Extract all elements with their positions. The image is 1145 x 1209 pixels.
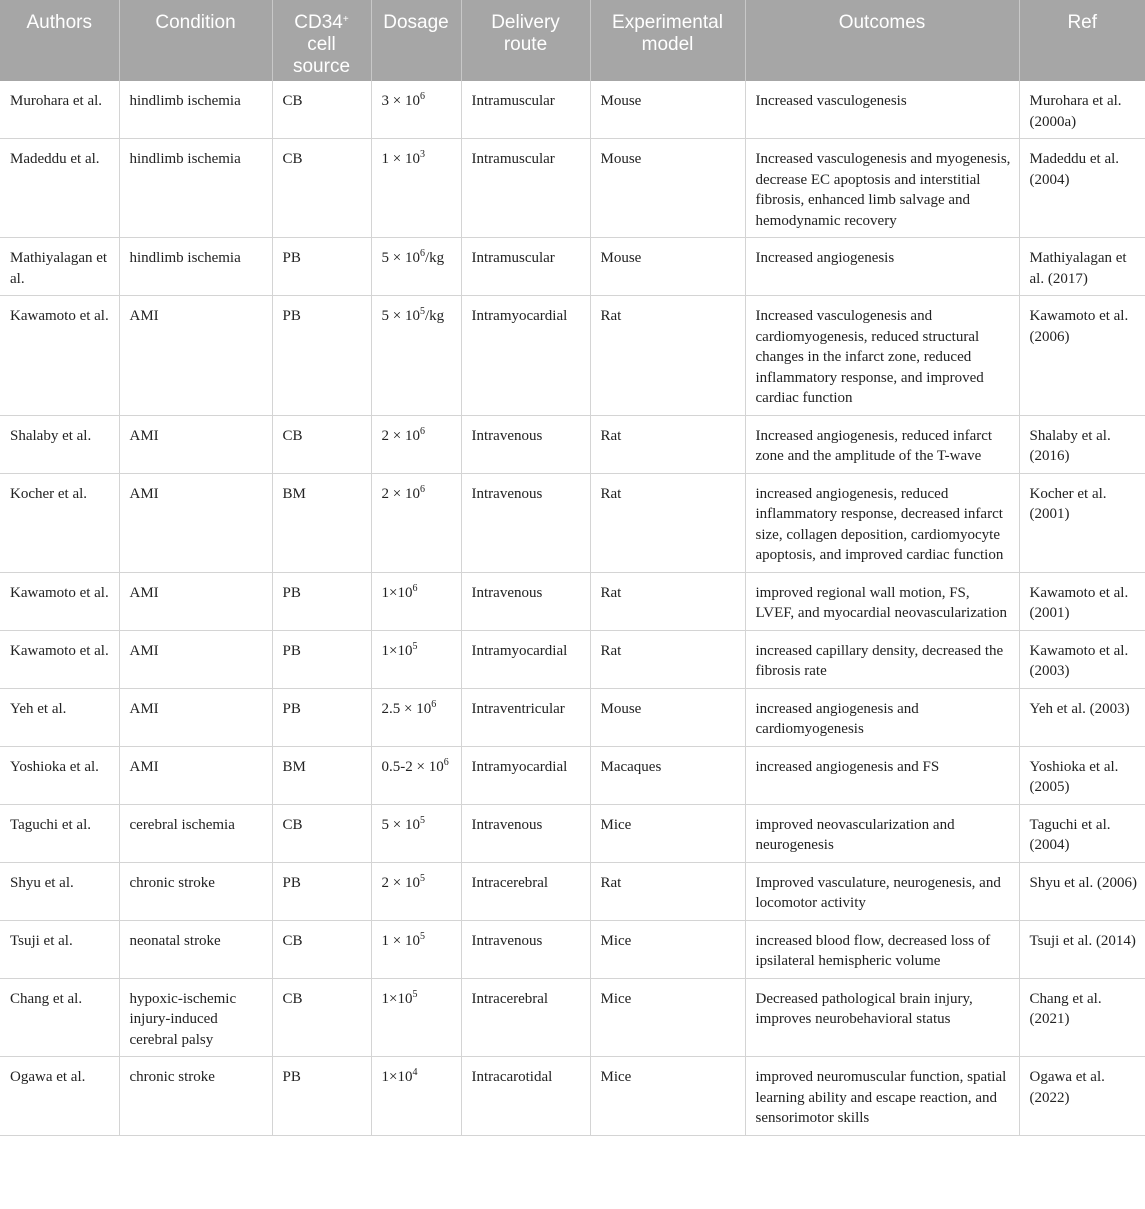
cell-authors: Shyu et al. bbox=[0, 862, 119, 920]
cell-dosage bbox=[371, 862, 461, 920]
cell-dosage bbox=[371, 415, 461, 473]
header-cell-source bbox=[272, 0, 371, 81]
cell-outcomes: Increased vasculogenesis bbox=[745, 81, 1019, 139]
cell-model: Rat bbox=[590, 415, 745, 473]
cell-route: Intramyocardial bbox=[461, 630, 590, 688]
cell-source: PB bbox=[272, 862, 371, 920]
table-header bbox=[0, 0, 1145, 81]
cell-condition: hindlimb ischemia bbox=[119, 238, 272, 296]
table-row bbox=[0, 473, 1145, 572]
cell-dosage bbox=[371, 473, 461, 572]
dosage-exponent: 6 bbox=[419, 91, 425, 102]
dosage-exponent: 6 bbox=[419, 425, 425, 437]
cell-model: Mice bbox=[590, 978, 745, 1057]
cell-route: Intravenous bbox=[461, 415, 590, 473]
cell-model: Mouse bbox=[590, 688, 745, 746]
table-row bbox=[0, 920, 1145, 978]
cell-model: Rat bbox=[590, 473, 745, 572]
dosage-exponent: 5 bbox=[419, 306, 425, 317]
dosage-base: 1×10 bbox=[381, 1069, 413, 1085]
dosage-base: 5 × 10 bbox=[381, 816, 420, 833]
header-condition: Condition bbox=[119, 0, 272, 81]
cell-ref: Yoshioka et al. (2005) bbox=[1019, 746, 1145, 804]
cell-condition: cerebral ischemia bbox=[119, 804, 272, 862]
dosage-exponent: 4 bbox=[412, 1067, 418, 1078]
cell-model: Mouse bbox=[590, 139, 745, 238]
cell-source: CB bbox=[272, 81, 371, 139]
cell-model: Rat bbox=[590, 630, 745, 688]
cell-route: Intravenous bbox=[461, 920, 590, 978]
cell-authors: Kawamoto et al. bbox=[0, 296, 119, 416]
dosage-exponent: 6 bbox=[412, 582, 418, 594]
cell-source: CB bbox=[272, 920, 371, 978]
dosage-exponent: 3 bbox=[419, 149, 425, 160]
cell-dosage bbox=[371, 630, 461, 688]
cell-route: Intravenous bbox=[461, 473, 590, 572]
dosage-exponent: 5 bbox=[419, 814, 425, 826]
cell-model: Rat bbox=[590, 572, 745, 630]
dosage-base: 2.5 × 10 bbox=[381, 700, 432, 717]
cell-outcomes: Increased vasculogenesis and myogenesis, decrease EC apoptosis and interstitial fibrosis, enhanced limb salvage and hemodynamic recovery bbox=[745, 139, 1019, 238]
dosage-base: 1 × 10 bbox=[381, 151, 420, 167]
cell-ref: Ogawa et al. (2022) bbox=[1019, 1057, 1145, 1136]
cell-ref: Kawamoto et al. (2006) bbox=[1019, 296, 1145, 416]
table-row bbox=[0, 746, 1145, 804]
cell-source: CB bbox=[272, 139, 371, 238]
cell-route: Intravenous bbox=[461, 804, 590, 862]
cell-outcomes: Improved vasculature, neurogenesis, and locomotor activity bbox=[745, 862, 1019, 920]
cell-ref: Kawamoto et al. (2003) bbox=[1019, 630, 1145, 688]
cell-outcomes: increased angiogenesis, reduced inflammatory response, decreased infarct size, collagen deposition, cardiomyocyte apoptosis, and improved cardiac function bbox=[745, 473, 1019, 572]
cell-source: PB bbox=[272, 630, 371, 688]
dosage-base: 2 × 10 bbox=[381, 874, 420, 891]
cell-ref: Kawamoto et al. (2001) bbox=[1019, 572, 1145, 630]
cell-authors: Taguchi et al. bbox=[0, 804, 119, 862]
cell-outcomes: increased angiogenesis and FS bbox=[745, 746, 1019, 804]
cell-authors: Yoshioka et al. bbox=[0, 746, 119, 804]
cell-route: Intramyocardial bbox=[461, 746, 590, 804]
cell-condition: neonatal stroke bbox=[119, 920, 272, 978]
cell-condition: chronic stroke bbox=[119, 862, 272, 920]
cell-condition: AMI bbox=[119, 746, 272, 804]
cell-ref: Mathiyalagan et al. (2017) bbox=[1019, 238, 1145, 296]
table-row bbox=[0, 238, 1145, 296]
cell-ref: Chang et al. (2021) bbox=[1019, 978, 1145, 1057]
cell-source: BM bbox=[272, 746, 371, 804]
dosage-base: 3 × 10 bbox=[381, 93, 420, 109]
cell-dosage bbox=[371, 139, 461, 238]
header-authors: Authors bbox=[0, 0, 119, 81]
cell-source: CB bbox=[272, 804, 371, 862]
cell-model: Rat bbox=[590, 296, 745, 416]
table-body bbox=[0, 81, 1145, 1135]
cell-model: Mouse bbox=[590, 81, 745, 139]
cell-condition: hindlimb ischemia bbox=[119, 139, 272, 238]
cell-source: CB bbox=[272, 415, 371, 473]
cell-ref: Taguchi et al. (2004) bbox=[1019, 804, 1145, 862]
dosage-suffix: /kg bbox=[424, 308, 445, 324]
cell-dosage bbox=[371, 1057, 461, 1136]
table-row bbox=[0, 804, 1145, 862]
cell-source: PB bbox=[272, 296, 371, 416]
dosage-base: 1×10 bbox=[381, 990, 413, 1007]
dosage-exponent: 5 bbox=[419, 930, 425, 942]
dosage-base: 5 × 10 bbox=[381, 308, 420, 324]
cell-condition: AMI bbox=[119, 473, 272, 572]
cell-source: PB bbox=[272, 1057, 371, 1136]
dosage-base: 0.5-2 × 10 bbox=[381, 758, 444, 775]
cell-outcomes: Increased angiogenesis, reduced infarct zone and the amplitude of the T-wave bbox=[745, 415, 1019, 473]
dosage-exponent: 6 bbox=[419, 483, 425, 495]
dosage-base: 2 × 10 bbox=[381, 427, 420, 444]
dosage-exponent: 6 bbox=[431, 698, 437, 710]
cell-model: Mouse bbox=[590, 238, 745, 296]
cell-condition: AMI bbox=[119, 630, 272, 688]
cell-dosage bbox=[371, 978, 461, 1057]
cell-dosage bbox=[371, 804, 461, 862]
cell-ref: Yeh et al. (2003) bbox=[1019, 688, 1145, 746]
cell-route: Intramyocardial bbox=[461, 296, 590, 416]
cell-ref: Murohara et al. (2000a) bbox=[1019, 81, 1145, 139]
cell-outcomes: Increased vasculogenesis and cardiomyogenesis, reduced structural changes in the infarct zone, reduced inflammatory response, and improved cardiac function bbox=[745, 296, 1019, 416]
cell-dosage bbox=[371, 572, 461, 630]
cell-dosage bbox=[371, 296, 461, 416]
table-row bbox=[0, 296, 1145, 416]
cell-ref: Madeddu et al. (2004) bbox=[1019, 139, 1145, 238]
cell-route: Intramuscular bbox=[461, 139, 590, 238]
cell-authors: Kawamoto et al. bbox=[0, 572, 119, 630]
cell-source: PB bbox=[272, 688, 371, 746]
header-cell-source-sup: + bbox=[342, 14, 349, 25]
cell-route: Intraventricular bbox=[461, 688, 590, 746]
cell-dosage bbox=[371, 81, 461, 139]
cell-authors: Tsuji et al. bbox=[0, 920, 119, 978]
cell-outcomes: improved neovascularization and neurogenesis bbox=[745, 804, 1019, 862]
cell-dosage bbox=[371, 920, 461, 978]
cell-outcomes: improved neuromuscular function, spatial learning ability and escape reaction, and sensorimotor skills bbox=[745, 1057, 1019, 1136]
cell-ref: Tsuji et al. (2014) bbox=[1019, 920, 1145, 978]
cell-route: Intramuscular bbox=[461, 81, 590, 139]
cell-source: BM bbox=[272, 473, 371, 572]
header-dosage: Dosage bbox=[371, 0, 461, 81]
cell-outcomes: Increased angiogenesis bbox=[745, 238, 1019, 296]
table-row bbox=[0, 862, 1145, 920]
cell-route: Intracerebral bbox=[461, 978, 590, 1057]
header-cell-source-rest: cell source bbox=[292, 34, 351, 77]
cell-authors: Mathiyalagan et al. bbox=[0, 238, 119, 296]
dosage-base: 1 × 10 bbox=[381, 932, 420, 949]
cell-dosage bbox=[371, 238, 461, 296]
dosage-suffix: /kg bbox=[424, 250, 445, 266]
cell-model: Mice bbox=[590, 804, 745, 862]
table-row bbox=[0, 688, 1145, 746]
cell-outcomes: improved regional wall motion, FS, LVEF, and myocardial neovascularization bbox=[745, 572, 1019, 630]
cell-source: CB bbox=[272, 978, 371, 1057]
cell-condition: chronic stroke bbox=[119, 1057, 272, 1136]
table-row bbox=[0, 572, 1145, 630]
cell-model: Rat bbox=[590, 862, 745, 920]
cell-route: Intracarotidal bbox=[461, 1057, 590, 1136]
cell-authors: Madeddu et al. bbox=[0, 139, 119, 238]
cell-condition: AMI bbox=[119, 415, 272, 473]
cell-condition: hypoxic-ischemic injury-induced cerebral palsy bbox=[119, 978, 272, 1057]
cell-route: Intravenous bbox=[461, 572, 590, 630]
dosage-base: 1×10 bbox=[381, 584, 413, 601]
header-ref: Ref bbox=[1019, 0, 1145, 81]
cell-ref: Shalaby et al. (2016) bbox=[1019, 415, 1145, 473]
header-outcomes: Outcomes bbox=[745, 0, 1019, 81]
dosage-base: 1×10 bbox=[381, 642, 413, 659]
dosage-exponent: 5 bbox=[412, 640, 418, 652]
dosage-exponent: 6 bbox=[443, 756, 449, 768]
cell-model: Mice bbox=[590, 1057, 745, 1136]
cell-route: Intramuscular bbox=[461, 238, 590, 296]
table-row bbox=[0, 81, 1145, 139]
header-row bbox=[0, 0, 1145, 81]
dosage-base: 2 × 10 bbox=[381, 485, 420, 502]
cell-authors: Chang et al. bbox=[0, 978, 119, 1057]
table-row bbox=[0, 415, 1145, 473]
cell-condition: AMI bbox=[119, 572, 272, 630]
cell-ref: Shyu et al. (2006) bbox=[1019, 862, 1145, 920]
table-row bbox=[0, 1057, 1145, 1136]
cell-dosage bbox=[371, 688, 461, 746]
header-delivery-route: Delivery route bbox=[461, 0, 590, 81]
cell-authors: Yeh et al. bbox=[0, 688, 119, 746]
dosage-base: 5 × 10 bbox=[381, 250, 420, 266]
cell-ref: Kocher et al. (2001) bbox=[1019, 473, 1145, 572]
cell-dosage bbox=[371, 746, 461, 804]
cell-authors: Kocher et al. bbox=[0, 473, 119, 572]
table-row bbox=[0, 139, 1145, 238]
header-experimental-model: Experimental model bbox=[590, 0, 745, 81]
cell-model: Macaques bbox=[590, 746, 745, 804]
cell-outcomes: increased angiogenesis and cardiomyogenesis bbox=[745, 688, 1019, 746]
cell-authors: Murohara et al. bbox=[0, 81, 119, 139]
cell-route: Intracerebral bbox=[461, 862, 590, 920]
dosage-exponent: 5 bbox=[419, 872, 425, 884]
cell-source: PB bbox=[272, 238, 371, 296]
table-row bbox=[0, 630, 1145, 688]
cell-authors: Kawamoto et al. bbox=[0, 630, 119, 688]
dosage-exponent: 6 bbox=[419, 248, 425, 259]
cell-outcomes: Decreased pathological brain injury, improves neurobehavioral status bbox=[745, 978, 1019, 1057]
cell-authors: Shalaby et al. bbox=[0, 415, 119, 473]
cell-condition: AMI bbox=[119, 296, 272, 416]
cell-condition: AMI bbox=[119, 688, 272, 746]
cell-source: PB bbox=[272, 572, 371, 630]
cell-outcomes: increased blood flow, decreased loss of ipsilateral hemispheric volume bbox=[745, 920, 1019, 978]
header-cell-source-prefix: CD34 bbox=[294, 12, 343, 33]
cell-outcomes: increased capillary density, decreased the fibrosis rate bbox=[745, 630, 1019, 688]
cell-authors: Ogawa et al. bbox=[0, 1057, 119, 1136]
cell-model: Mice bbox=[590, 920, 745, 978]
dosage-exponent: 5 bbox=[412, 988, 418, 1000]
table-row bbox=[0, 978, 1145, 1057]
cell-condition: hindlimb ischemia bbox=[119, 81, 272, 139]
